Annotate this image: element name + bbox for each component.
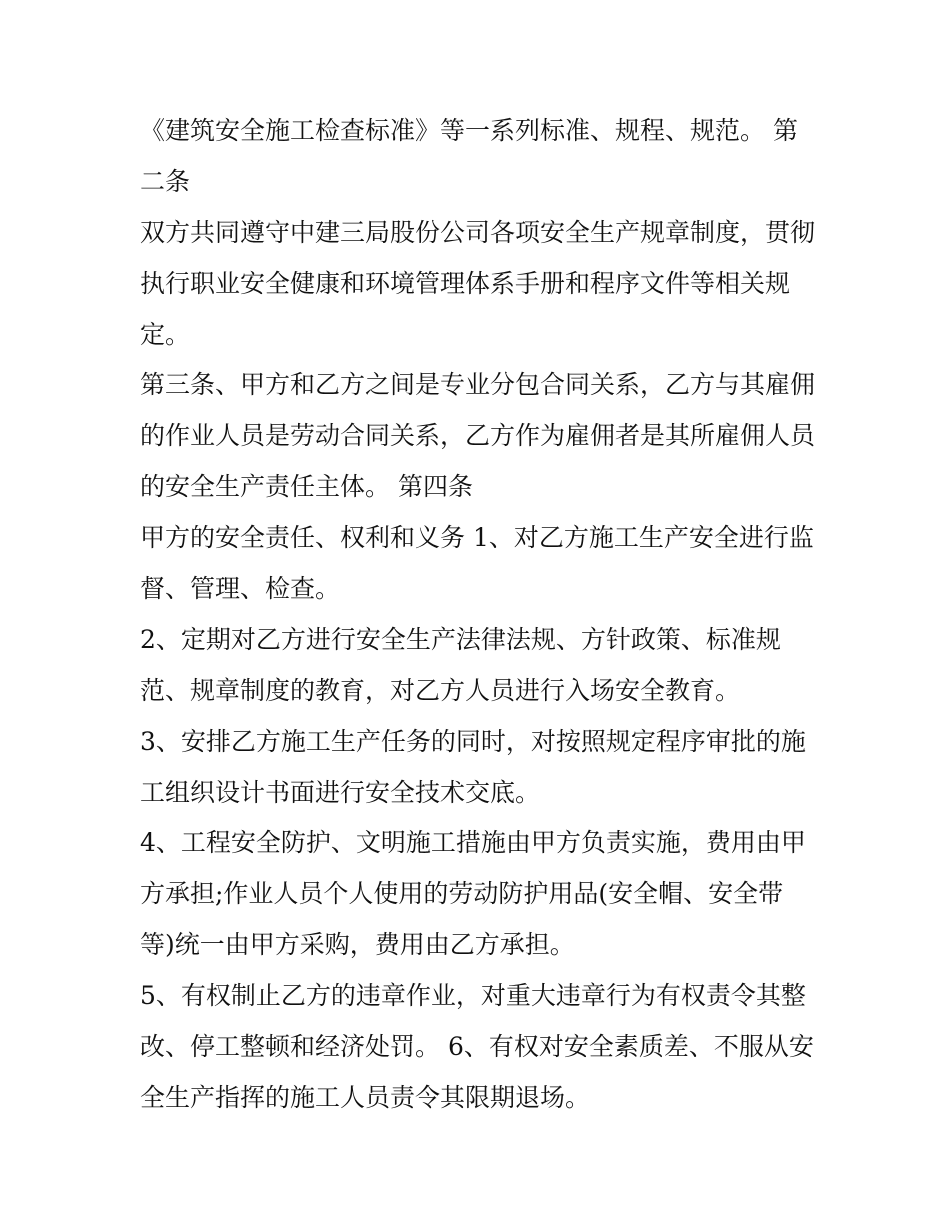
text-line: 二条	[140, 166, 191, 196]
text-line: 方承担;作业人员个人使用的劳动防护用品(安全帽、安全带	[140, 879, 784, 909]
text-line: 双方共同遵守中建三局股份公司各项安全生产规章制度，贯彻	[140, 217, 816, 247]
text-line: 甲方的安全责任、权利和义务 1、对乙方施工生产安全进行监	[140, 523, 814, 553]
text-line: 5、有权制止乙方的违章作业，对重大违章行为有权责令其整	[140, 981, 806, 1011]
text-line: 范、规章制度的教育，对乙方人员进行入场安全教育。	[140, 675, 741, 705]
text-line: 定。	[140, 319, 191, 349]
text-line: 督、管理、检查。	[140, 574, 341, 604]
text-line: 等)统一由甲方采购，费用由乙方承担。	[140, 930, 575, 960]
text-line: 3、安排乙方施工生产任务的同时，对按照规定程序审批的施	[140, 726, 806, 756]
text-line: 执行职业安全健康和环境管理体系手册和程序文件等相关规	[140, 268, 791, 298]
text-line: 4、工程安全防护、文明施工措施由甲方负责实施，费用由甲	[140, 828, 806, 858]
text-line: 改、停工整顿和经济处罚。 6、有权对安全素质差、不服从安	[140, 1032, 814, 1062]
text-line: 的安全生产责任主体。 第四条	[140, 472, 473, 502]
text-line: 第三条、甲方和乙方之间是专业分包合同关系，乙方与其雇佣	[140, 370, 816, 400]
text-line: 全生产指挥的施工人员责令其限期退场。	[140, 1082, 591, 1112]
text-line: 工组织设计书面进行安全技术交底。	[140, 777, 541, 807]
text-line: 《建筑安全施工检查标准》等一系列标准、规程、规范。 第	[140, 116, 798, 145]
text-line: 的作业人员是劳动合同关系，乙方作为雇佣者是其所雇佣人员	[140, 421, 816, 451]
body-text	[140, 106, 830, 1124]
text-line: 2、定期对乙方进行安全生产法律法规、方针政策、标准规	[140, 624, 781, 654]
